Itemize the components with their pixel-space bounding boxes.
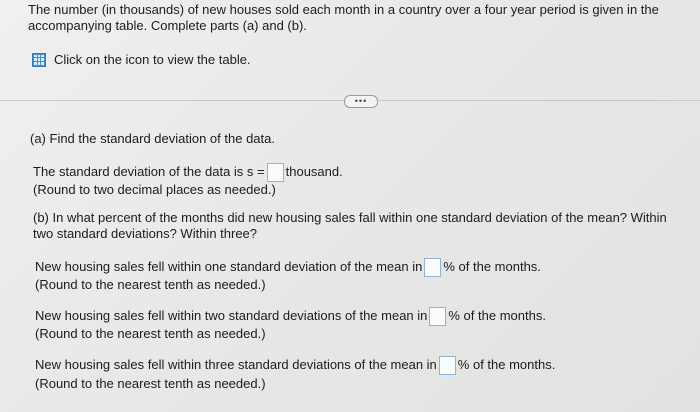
view-table-link[interactable]: [32, 52, 251, 67]
part-a-answer-suffix: thousand.: [285, 163, 343, 179]
three-sd-suffix: % of the months.: [457, 356, 556, 372]
part-a-round-note: (Round to two decimal places as needed.): [33, 182, 276, 197]
three-sd-round-note: (Round to the nearest tenth as needed.): [35, 376, 266, 391]
part-a-answer-line: [33, 163, 343, 182]
part-b-item-two-line: [35, 307, 546, 326]
two-sd-round-note: (Round to the nearest tenth as needed.): [35, 326, 266, 341]
two-sd-prefix: New housing sales fell within two standard deviations of the mean in: [35, 307, 428, 323]
part-a-answer-prefix: The standard deviation of the data is s =: [33, 163, 265, 179]
table-grid-icon[interactable]: [32, 53, 46, 67]
one-sd-prefix: New housing sales fell within one standard deviation of the mean in: [35, 258, 423, 274]
expand-more-button[interactable]: •••: [344, 95, 378, 108]
part-b-item-three-line: [35, 356, 555, 375]
one-sd-suffix: % of the months.: [443, 258, 541, 274]
three-sd-percent-input[interactable]: [439, 356, 456, 375]
intro-line-1: The number (in thousands) of new houses sold each month in a country over a four year period is given in the: [28, 2, 659, 17]
intro-line-2: accompanying table. Complete parts (a) and (b).: [28, 18, 307, 33]
problem-intro: [28, 2, 659, 34]
part-b-question: (b) In what percent of the months did new housing sales fall within one standard deviation of the mean? Within two standard deviations? Within three?: [33, 210, 667, 241]
std-dev-answer-input[interactable]: [267, 163, 284, 182]
part-a-question: (a) Find the standard deviation of the data.: [30, 131, 275, 146]
one-sd-round-note: (Round to the nearest tenth as needed.): [35, 277, 266, 292]
part-b-item-one-line: [35, 258, 541, 277]
three-sd-prefix: New housing sales fell within three standard deviations of the mean in: [35, 356, 437, 372]
two-sd-percent-input[interactable]: [429, 307, 446, 326]
one-sd-percent-input[interactable]: [424, 258, 441, 277]
view-table-label: Click on the icon to view the table.: [54, 52, 251, 67]
two-sd-suffix: % of the months.: [448, 307, 546, 323]
